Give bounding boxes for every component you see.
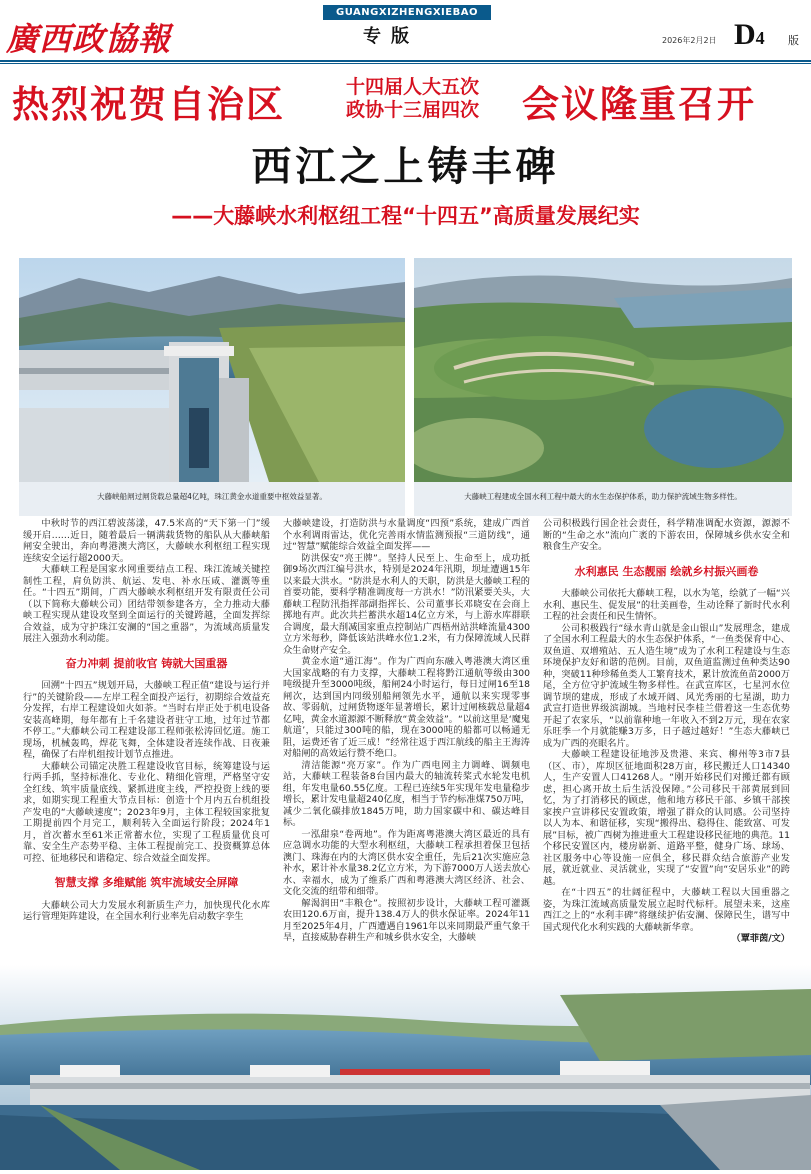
article-paragraph: 黄金水道“通江海”。作为广西向东融入粤港澳大湾区重大国家战略的有力支撑，大藤峡工程将黔江通航等级由300吨级提升至3000吨级，船闸24小时运行，每日过闸16至18闸次，达到国内同级别船闸领先水平，通航以来实现零事故、零弱航，过闸货物逐年显著增长，累计过闸核载总量超4亿吨，黄金水道源源不断释放“黄金效益”。“以前这里是‘魔鬼航道’，只能过300吨的船，现在3000吨的船都可以畅通无阻，运费还省了近三成！”经常往返于西江航线的船主王海涛对船闸的高效运行赞不绝口。	[283, 656, 530, 759]
headline-left: 热烈祝贺自治区	[12, 83, 285, 126]
photo-right-caption: 大藤峡工程建成全国水利工程中最大的水生态保护体系，助力保护流域生物多样性。	[464, 492, 742, 501]
page-suffix: 版	[788, 34, 799, 47]
headline-mid	[346, 76, 479, 122]
article-paragraph: 解渴润田“丰粮仓”。按照初步设计，大藤峡工程可灌溉农田120.6万亩，提升138.4万人的供水保证率。2024年11月至2025年4月，广西遭遇自1961年以来同期最严重气象干旱，直接威胁春耕生产和城乡供水安全，大藤峡	[283, 897, 530, 943]
article-paragraph: 公司积极践行“绿水青山就是金山银山”发展理念，建成了全国水利工程最大的水生态保护体系，“一鱼类保育中心、双鱼道、双增殖站、五人造生境”成为了水利工程建设与生态环境保护友好和谐的范例。目前，双鱼道监测过鱼种类达90种，突破11种珍稀鱼类人工繁育技术，累计放流鱼苗2000万尾，全方位守护流域生物多样性。在武宣库区，七星河水位调节坝的建成，形成了水域开阔、风光秀丽的七星湖，助力武宣打造世界级滨湖城。当地村民李桂兰借着这一生态优势开起了农家乐，“以前靠种地一年收入不到2万元，现在农家乐旺季一个月就能赚3万多，日子越过越好！”生态大藤峡已成为广西的亮眼名片。	[543, 622, 790, 749]
masthead-rule-thin	[0, 63, 811, 64]
page-num: 4	[755, 28, 765, 48]
article-title: 西江之上铸丰碑	[251, 144, 560, 190]
article-column-1	[23, 518, 270, 923]
article-paragraph: 大藤峡工程建设征地涉及贵港、来宾、柳州等3市7县（区、市），库坝区征地面积28万亩，移民搬迁人口14340人，生产安置人口41268人。“刚开始移民们对搬迁都有顾虑，担心离开故土后生活没保障。”公司移民干部黄展到回忆，为了打消移民的顾虑，他和地方移民干部、乡镇干部挨家挨户宣讲移民安置政策，增强了群众的认同感。公司坚持以人为本、和谐征移，实现“搬得出、稳得住、能致富、可发展”目标，被广西树为推进重大工程建设移民征地的典范。11个移民安置区内，楼房崭新、道路平整，健身广场、球场、社区服务中心等设施一应俱全，移民群众结合旅游产业发展，就近就业、灵活就业，实现了“安置”向“安居乐业”的跨越。	[543, 749, 790, 887]
article-column-2	[283, 518, 530, 944]
photo-dam-panorama	[0, 965, 811, 1170]
section-heading: 奋力冲刺 提前收官 铸就大国重器	[65, 656, 228, 670]
section-label: 专版	[363, 26, 419, 47]
photo-shiplock	[19, 258, 405, 516]
section-heading: 水利惠民 生态靓丽 绘就乡村振兴画卷	[574, 564, 759, 578]
article-paragraph: 一泓甜泉“卷两地”。作为距离粤港澳大湾区最近的具有应急调水功能的大型水利枢纽，大藤峡工程承担着保卫包括澳门、珠海在内的大湾区供水安全重任，先后21次实施应急补水，累计补水量38.2亿立方米，为下游7000万人送去放心水、幸福水，成为了维系广西和粤港澳大湾区经济、社会、文化交流的纽带和细带。	[283, 828, 530, 897]
newspaper-logo: 廣西政協報	[6, 20, 172, 58]
article-paragraph: 防洪保安“亮王牌”。坚持人民至上、生命至上，成功抵御9场次西江编号洪水，特别是2024年汛期，坝址遭遇15年以来最大洪水。“防洪是水利人的天职，防洪是大藤峡工程的首要功能，要科学精准调度每一方洪水！”防汛紧要关头，大藤峡工程防汛指挥部副指挥长、公司董事长邓晓安在会商上掷地有声。此次共拦蓄洪水超14亿立方米，与上游水库群联合调度，最大削减国家重点控制站广西梧州站洪峰流量4300立方米每秒，降低该站洪峰水位1.2米，有力保障流域人民群众生命财产安全。	[283, 552, 530, 656]
photo-left-caption: 大藤峡船闸过闸货载总量超4亿吨，珠江黄金水道重要中枢效益显著。	[97, 492, 327, 501]
article-paragraph: 大藤峡工程是国家水网重要结点工程、珠江流域关键控制性工程，肩负防洪、航运、发电、补水压咸、灌溉等重任。“十四五”期间，广西大藤峡水利枢纽开发有限责任公司（以下简称大藤峡公司）团结带领参建各方，全力推动大藤峡工程实现从建设攻坚到全面运行的关键跨越，全面发挥综合效益，成为守护珠江安澜的“国之重器”，为流域高质量发展注入强劲水利动能。	[23, 564, 270, 644]
article-column-3	[543, 518, 790, 945]
article-paragraph: 中秋时节的西江碧波荡漾，47.5米高的“天下第一门”缓缓开启……近日，随着最后一辆满载货物的船队从大藤峡船闸安全驶出，奔向粤港澳大湾区，大藤峡水利枢纽工程实现连续安全运行超2000天。	[23, 518, 270, 564]
masthead	[0, 0, 811, 64]
section-heading: 智慧支撑 多维赋能 筑牢流域安全屏障	[54, 876, 239, 889]
fishway-image	[414, 258, 792, 482]
article-author: （覃菲茵/文）	[731, 933, 790, 944]
article-paragraph: 大藤峡建设，打造防洪与水量调度“四预”系统，建成广西首个水利调雨雷达，优化完善雨水情监测预报“三道防线”，通过“智慧”赋能综合效益全面发挥——	[283, 518, 530, 552]
article-paragraph: 大藤峡公司锚定决胜工程建设收官目标，统筹建设与运行两手抓，坚持标准化、专业化、精细化管理，严格坚守安全红线、筑牢质量底线、紧抓进度主线，严控投资上线的要求，如期实现工程重大节点目标：创造十个月内五台机组投产发电的“大藤峡速度”；2023年9月，主体工程较国家批复工期提前四个月完工，顺利转入全面运行阶段；2024年1月，首次蓄水至61米正常蓄水位，实现了工程质量优良可靠、安全生产态势平稳、主体工程提前完工、投资概算总体可控、征地移民和谐稳定、综合效益全面发挥。	[23, 760, 270, 864]
article-paragraph: 公司积极践行国企社会责任，科学精准调配水资源，源源不断的“生命之水”流向广袤的下游农田，保障城乡供水安全和粮食生产安全。	[543, 518, 790, 552]
page-letter: D	[734, 18, 756, 51]
article-paragraph: 大藤峡公司大力发展水利新质生产力，加快现代化水库运行管理矩阵建设，在全国水利行业率先启动数字孪生	[23, 899, 270, 922]
issue-date: 2026年2月2日	[662, 36, 717, 45]
shiplock-image	[19, 258, 405, 482]
headline-mid-line1: 十四届人大五次	[346, 76, 480, 98]
article-paragraph: 回溯“十四五”规划开局，大藤峡工程正值“建设与运行并行”的关键阶段——左岸工程全面投产运行，初期综合效益充分发挥，右岸工程建设如火如荼。“当时右岸正处于机电设备安装高峰期，每年都有上千名建设者驻守工地，过年过节都不停工。”大藤峡公司工程建设部工程师张松涛回忆道。施工现场，机械轰鸣，焊花飞舞，全体建设者连续作战、日夜兼程，确保了右岸机组按计划节点推进。	[23, 680, 270, 760]
photo-fishway	[414, 258, 792, 516]
article-paragraph: 大藤峡公司依托大藤峡工程，以水为笔，绘就了一幅“兴水利、惠民生、促发展”的壮美画卷，生动诠释了新时代水利工程的社会责任和民生情怀。	[543, 588, 790, 622]
article-paragraph: 清洁能源“亮万家”。作为广西电网主力调峰、调频电站，大藤峡工程装备8台国内最大的轴流转桨式水轮发电机组，年发电量60.55亿度。工程已连续5年实现年发电量稳步增长，累计发电量超240亿度，相当于节约标准煤750万吨，减少二氧化碳排放1845万吨，助力国家碳中和、碳达峰目标。	[283, 759, 530, 828]
article-paragraph: 在“十四五”的壮阔征程中，大藤峡工程以大国重器之姿，为珠江流域高质量发展立起时代标杆。展望未来，这座西江之上的“水利丰碑”将继续护佑安澜、保障民生，谱写中国式现代化水利实践的大藤峡新华章。	[543, 887, 790, 933]
page-number	[734, 18, 765, 52]
article-subtitle: ——大藤峡水利枢纽工程“十四五”高质量发展纪实	[171, 204, 640, 228]
headline-mid-line2: 政协十三届四次	[346, 99, 480, 121]
masthead-rule	[0, 60, 811, 62]
dam-panorama-image	[0, 965, 811, 1170]
newspaper-pinyin: GUANGXIZHENGXIEBAO	[323, 5, 491, 20]
headline-right: 会议隆重召开	[522, 83, 756, 126]
